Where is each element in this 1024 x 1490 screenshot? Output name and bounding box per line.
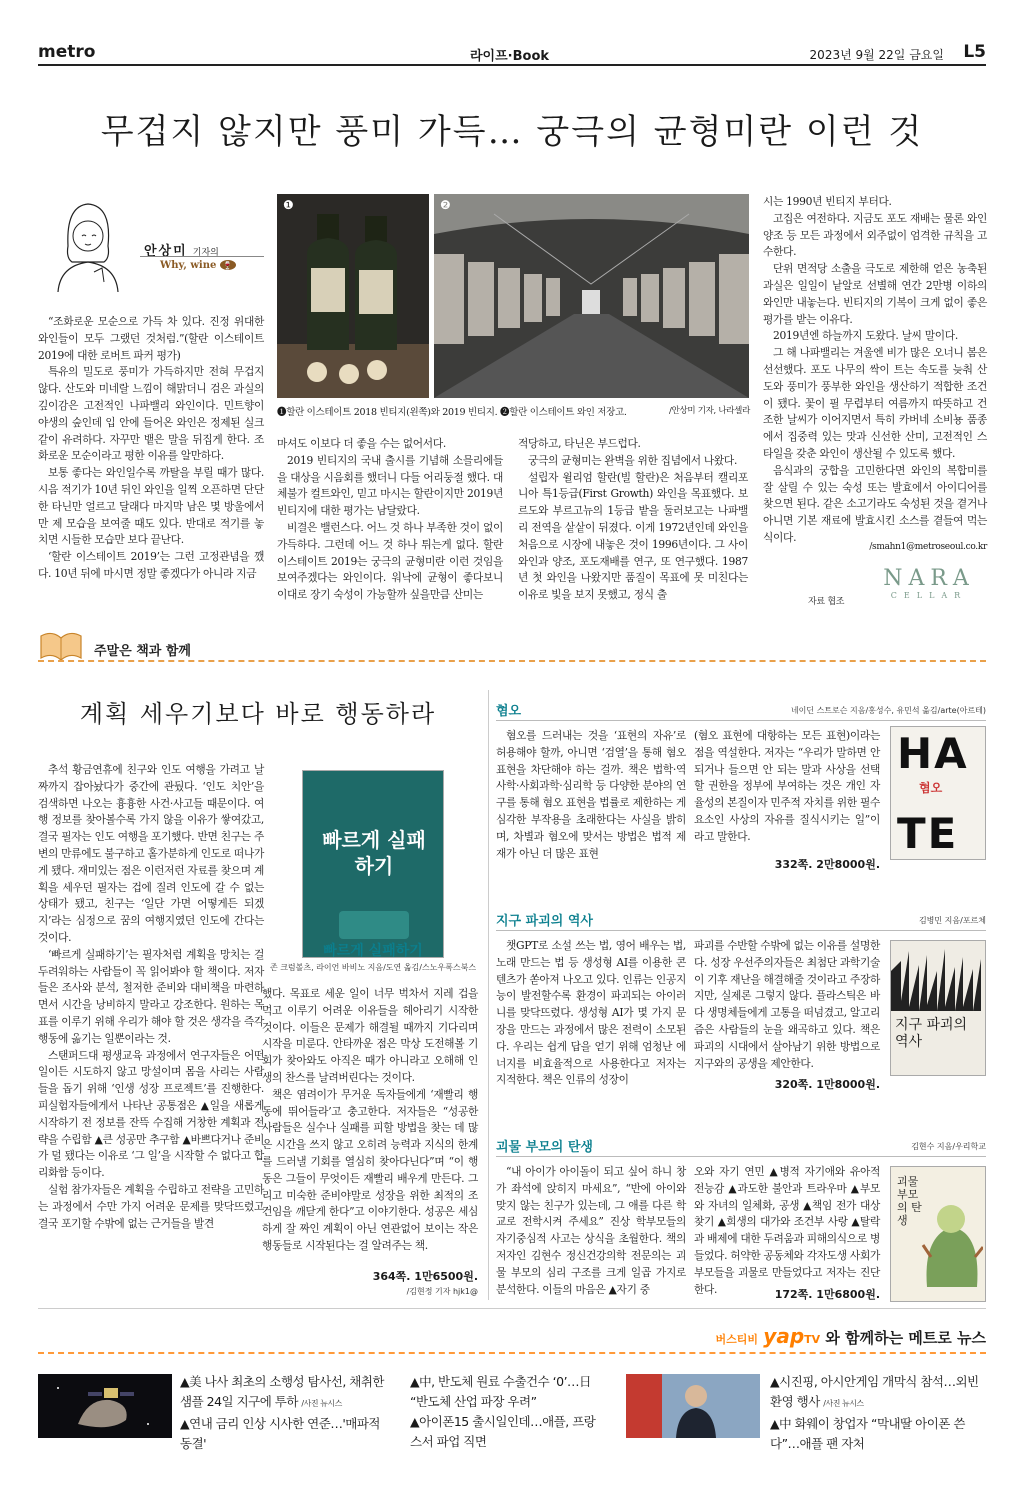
news-item-3[interactable]: ▲中, 반도체 원료 수출건수 ‘0’…日 “반도체 산업 파장 우려”: [410, 1374, 592, 1409]
photo-caption: ❶할란 이스테이트 2018 빈티지(왼쪽)와 2019 빈티지. ❷할란 이스테이트 와인 저장고.: [277, 407, 627, 418]
wine-glass-icon: 🍷: [220, 260, 236, 270]
column-name: Why, wine 🍷: [160, 260, 236, 271]
main-review-credit: /김현정 기자 hjk1@: [406, 1287, 478, 1296]
review-1-meta: 네이딘 스트로슨 지음/홍성수, 유민석 옮김/arte(아르테): [790, 706, 986, 715]
metro-logo: metro: [38, 42, 96, 62]
photo-number-1: ❶: [283, 198, 294, 212]
section-divider: [38, 660, 986, 662]
review-3-cover: 괴물 부모의 탄생: [890, 1166, 986, 1302]
main-book-title: 빠르게 실패하기: [323, 943, 423, 959]
news-column-2: [410, 1372, 606, 1452]
wine-cellar-photo: [434, 194, 749, 398]
news-item-2[interactable]: ▲연내 금리 인상 시사한 연준…'매파적 동결': [180, 1416, 380, 1451]
review-2-price: 320쪽. 1만8000원.: [774, 1078, 880, 1091]
wine-column-2: 마셔도 이보다 더 좋을 수는 없어서다. 2019 빈티지의 국내 출시를 기념해 소믈리에들을 대상을 시음회를 했더니 다들 어리둥절 했다. 대체불가 컬트와인, 믿고 마시는 할란이지만 2019년 빈티지에 대한 평가는 남달랐다. 비결은 밸런스다. 어느 것 하나 부족한 것이 없이 가득하다. 그런데 어느 것 하나 튀는게 없다. 할란 이스테이트 2019는 궁극의 균형미란 이런 것임을 보여주겠다는 와인이다. 워낙에 균형이 좋다보니 이대로 장기 숙성이 가능할까 싶을만큼 산미는: [277, 437, 503, 602]
wine-column-4: 시는 1990년 빈티지 부터다. 고집은 여전하다. 지금도 포도 재배는 물론 와인 양조 등 모든 과정에서 외주없이 엄격한 규칙을 고수한다. 단위 면적당 소출을 극도로 제한해 얻은 농축된 과실은 일일이 낱알로 선별해 연간 2만병 이하의 와인만 내놓는다. 빈티지의 기복이 크게 없이 좋은 평가를 받는 이유다. 2019년엔 하늘까지 도왔다. 날씨 말이다. 그 해 나파밸리는 겨울엔 비가 많은 오너니 봄은 선선했다. 포도 나무의 싹이 트는 속도를 늦춰 산도와 풍미가 풍부한 와인을 생산하기 적합한 조건이 됐다. 꽃이 필 무렵부터 여름까지 따뜻하고 건조한 날씨가 이어지면서 특히 카버네 소비뇽 품종에서 집중력 있는 맛과 신선한 산미, 고전적인 스타일을 갖춘 와인이 생산될 수 있도록 했다. 음식과의 궁합을 고민한다면 와인의 복합미를 잘 살릴 수 있는 숙성 또는 발효에서 아이디어를 찾으면 된다. 같은 소고기라도 숙성된 것을 곁거나 아니면 기본 재료에 발효시킨 소스를 곁들여 먹는 식이다.: [763, 195, 987, 544]
review-3-title: 괴물 부모의 탄생: [496, 1140, 593, 1155]
byline-name: 안상미: [144, 244, 188, 259]
review-2-column-2: 파괴를 수반할 수밖에 없는 이유를 설명한다. 성장 우선주의자들은 최첨단 과학기술이 기후 재난을 해결해줄 것이라고 주장하지만, 실제론 그렇지 않다. 플라스틱은 바다 생명체들에게 고통을 떠넘겼고, 알고리즘은 사람들의 눈을 왜곡하고 있다. 책은 파괴의 시대에서 살아남기 위한 방법으로 지구와의 공생을 제안한다.: [694, 939, 880, 1070]
news-column-1: [180, 1372, 392, 1454]
review-3-column-2: 오와 자기 연민 ▲병적 자기애와 유아적 전능감 ▲과도한 불안과 트라우마 ▲부모와 자녀의 일체화, 공생 ▲책임 전가 대상 찾기 ▲희생의 대가와 조건부 사랑 ▲탈락과 배제에 대한 두려움과 피해의식으로 병들었다. 허약한 공동체와 각자도생 사회가 부모들을 괴물로 만들었다고 저자는 진단한다.: [694, 1165, 880, 1296]
wine-headline: 무겁지 않지만 풍미 가득… 궁극의 균형미란 이런 것: [100, 112, 924, 152]
issue-date: 2023년 9월 22일 금요일: [809, 48, 944, 62]
wine-column-3: 적당하고, 타닌은 부드럽다. 궁극의 균형미는 완벽을 위한 집념에서 나왔다. 설립자 윌리엄 할란(빌 할란)은 처음부터 캘리포니아 특1등급(First Growth) 와인을 목표했다. 보르도와 부르고뉴의 1등급 밭을 둘러보고는 나파밸리 전역을 샅샅이 뒤졌다. 이게 1972년인데 와인을 처음으로 시장에 내놓은 것이 1996년이다. 그 사이 와인과 양조, 포도재배를 연구, 또 연구했다. 1987년 첫 와인을 나왔지만 품질이 목표에 못 미친다는 이유로 빛을 보지 못했고, 정식 출: [518, 437, 748, 602]
news-photo-asteroid: [38, 1374, 172, 1438]
reporter-email: /smahn1@metroseoul.co.kr: [869, 542, 987, 552]
photo-number-2: ❷: [440, 198, 451, 212]
main-book-cover: [302, 770, 444, 958]
column-divider: [488, 690, 489, 1300]
review-2-column-1: 챗GPT로 소설 쓰는 법, 영어 배우는 법, 노래 만드는 법 등 생성형 AI를 이용한 콘텐츠가 쏟아져 나오고 있다. 인류는 인공지능이 발전할수록 환경이 파괴되는 아이러니를 맞닥뜨렸다. 생성형 AI가 몇 가지 문장을 만드는 과정에서 많은 전력이 소모된다. 우리는 쉽게 답을 얻기 위해 엄청난 에너지를 비효율적으로 사용한다고 저자는 지적한다. 책은 인류의 성장이: [496, 939, 686, 1087]
main-review-column-2: 했다. 목표로 세운 일이 너무 벅차서 지레 겁을 먹고 이루기 어려운 이유들을 헤아리기 시작한 것이다. 이들은 문제가 해결될 때까지 기다리며 시작을 미룬다. 안타까운 점은 막상 도전해볼 기회가 찾아와도 아직은 때가 아니라고 오해해 인생의 찬스를 날려버린다는 것이다. 책은 염려이가 무거운 독자들에게 ‘재빨리 행동에 뛰어들라’고 충고한다. 저자들은 “성공한 사람들은 실수나 실패를 피할 방법을 찾는 데 많은 시간을 쓰지 않고 오히려 능력과 지식의 한계를 드러낼 기회를 열심히 찾아다닌다”며 “이 행동은 그들이 무엇이든 재빨리 배우게 만든다. 그리고 미숙한 준비야말로 성장을 위한 최적의 조건임을 깨닫게 한다”고 이야기한다. 성공은 세심하게 잘 짜인 계획이 아닌 연관없어 보이는 작은 행동들로 시작된다는 걸 알려주는 책.: [262, 987, 478, 1252]
news-item-6[interactable]: ▲中 화웨이 창업자 “막내딸 아이폰 쓴다”…애플 팬 자처: [770, 1416, 965, 1451]
byline-suffix: 기자의: [192, 248, 219, 258]
byline-divider: [140, 256, 264, 257]
news-item-4[interactable]: ▲아이폰15 출시일인데…애플, 프랑스서 파업 직면: [410, 1414, 596, 1449]
sponsor-logo: NARA CELLAR: [883, 566, 975, 600]
review-1-title: 혐오: [496, 704, 522, 719]
review-3-price: 172쪽. 1만6800원.: [774, 1288, 880, 1301]
review-1-column-1: 혐오를 드러내는 것을 ‘표현의 자유’로 허용해야 할까, 아니면 ‘검열’을 통해 혐오 표현을 차단해야 하는 걸까. 책은 법학·역사학·사회과학·심리학 등 다양한 분야의 연구를 통해 혐오 표현을 법률로 제한하는 게 심각한 부작용을 초래한다는 사실을 밝히며, 차별과 혐오에 맞서는 방법은 법적 제재가 아닌 더 많은 표현: [496, 729, 686, 860]
news-bar-title: 버스티비 yapTV 와 함께하는 메트로 뉴스: [715, 1324, 986, 1348]
news-item-1[interactable]: ▲美 나사 최초의 소행성 탐사선, 채취한 샘플 24일 지구에 투하 /사진 뉴시스: [180, 1374, 385, 1409]
sponsor-label: 자료 협조: [808, 597, 845, 607]
news-item-5[interactable]: ▲시진핑, 아시안게임 개막식 참석…외빈 환영 행사 /사진 뉴시스: [770, 1374, 979, 1409]
review-1-cover: HA 혐오 TE: [890, 726, 986, 860]
main-book-meta: 존 크럼볼츠, 라이언 바비노 지음/도연 옮김/스노우폭스북스: [269, 963, 477, 972]
yap-logo: yap: [763, 1324, 805, 1348]
review-1-price: 332쪽. 2만8000원.: [774, 858, 880, 871]
review-3-meta: 김현수 지음/우리학교: [911, 1142, 986, 1151]
reporter-illustration: [38, 196, 138, 292]
open-book-icon: [38, 628, 84, 664]
review-2-title: 지구 파괴의 역사: [496, 914, 593, 929]
review-2-meta: 김병민 지음/포르체: [918, 916, 986, 925]
wine-bottles-photo: [277, 194, 429, 398]
review-1-column-2: (혐오 표현에 대항하는 모든 표현)이라는 점을 역설한다. 저자는 “우리가 말하면 안 되거나 들으면 안 되는 말과 사상을 선택할 권한을 정부에 부여하는 것은 개인 자율성의 본질이자 민주적 자치를 위한 필수 요소인 사상의 자유를 질식시키는 일”이라고 말한다.: [694, 729, 880, 843]
news-photo-xi-jinping: [626, 1374, 760, 1438]
news-column-3: [770, 1372, 986, 1454]
page-header: [38, 38, 986, 66]
main-book-price: 364쪽. 1만6500원.: [372, 1270, 478, 1283]
photo-credit: /안상미 기자, 나라셀라: [669, 406, 750, 416]
page-number: L5: [963, 42, 986, 62]
wine-column-1: “조화로운 모순으로 가득 차 있다. 진정 위대한 와인들이 모두 그랬던 것처럼.”(할란 이스테이트 2019에 대한 로버트 파커 평가) 특유의 밀도로 풍미가 가득하지만 전혀 무겁지 않다. 산도와 미네랄 느낌이 해맑더니 검은 과실의 깊이감은 고전적인 나파밸리 와인이다. 민트향이 야생의 숲인데 입 안에 들어온 와인은 정제된 실크같이 유려하다. 자꾸만 뱉은 말을 뒤집게 한다. 조화로운 모순이라고 평한 이유를 알만하다. 보통 좋다는 와인일수록 까탈을 부릴 때가 많다. 시음 적기가 10년 뒤인 와인을 일찍 오픈하면 단단한 타닌만 얼르고 달래다 마지막 남은 몇 방울에서만 제 모습을 보여줄 때도 있다. 반대로 적기를 놓치면 시들한 모습만 보다 끝난다. ‘할란 이스테이트 2019’는 그런 고정관념을 깼다. 10년 뒤에 마시면 정말 좋겠다가 아니라 지금: [38, 315, 264, 580]
section-name: 라이프·Book: [470, 49, 550, 64]
review-3-column-1: “내 아이가 아이돌이 되고 싶어 하니 창가 좌석에 앉히지 마세요”, “반에 아이와 맞지 않는 친구가 있는데, 그 애를 다른 학교로 전학시켜 주세요” 진상 학부모들의 자기중심적 사고는 상식을 초월한다. 책의 저자인 김현수 정신건강의학 전문의는 괴물 부모의 심리 구조를 크게 일곱 가지로 분석한다. 이들의 마음은 ▲자기 중: [496, 1165, 686, 1296]
book-section-title: 주말은 책과 함께: [94, 644, 191, 659]
main-book-headline: 계획 세우기보다 바로 행동하라: [79, 700, 437, 728]
main-review-column-1: 추석 황금연휴에 친구와 인도 여행을 가려고 날짜까지 잡아놨다가 중간에 관뒀다. ‘인도 치안’을 검색하면 나오는 흉흉한 사건·사고들 때문이다. 여행 정보를 찾아볼수록 가지 않을 이유가 쌓여갔고, 결국 필자는 인도 여행을 포기했다. 반면 친구는 주변의 만류에도 불구하고 홀가분하게 인도로 떠나가게 됐다. 재미있는 점은 이런저런 자료를 찾으며 계획을 세우던 필자는 겁에 질려 인도에 갈 수 없는 상태가 됐고, 친구는 ‘일단 가면 어떻게든 되겠지’라는 심정으로 꿈의 여행지였던 인도에 간다는 것이다. ‘빠르게 실패하기’는 필자처럼 계획을 망치는 걸 두려워하는 사람들이 꼭 읽어봐야 할 책이다. 저자들은 조사와 분석, 철저한 준비와 대비책을 마련하면서 시간을 낭비하지 말라고 강조한다. 원하는 목표를 이루기 위해 우리가 해야 할 것은 생각을 즉각 행동에 옮기는 일뿐이라는 것. 스탠퍼드대 평생교육 과정에서 연구자들은 어떤 일이든 시도하지 않고 망설이며 몸을 사리는 사람들을 돕기 위해 ‘인생 성장 프로젝트’를 진행한다. 피실험자들에게서 나타난 공통점은 ▲일을 새롭게 시작하기 전 정보를 잔뜩 수집해 거창한 계획과 전략을 수립함 ▲큰 성공만 추구함 ▲바쁘다거나 준비가 덜 됐다는 이유로 ‘그 일’을 시작할 수 없다고 합리화함 등이다. 실험 참가자들은 계획을 수립하고 전략을 고민하는 과정에서 수만 가지 어려운 문제를 맞닥뜨렸고 결국 포기할 수밖에 없는 근거들을 발견: [38, 763, 264, 1230]
review-2-cover: 지구 파괴의 역사: [890, 940, 986, 1076]
main-book-cover-title: 빠르게 실패하기: [322, 828, 426, 878]
